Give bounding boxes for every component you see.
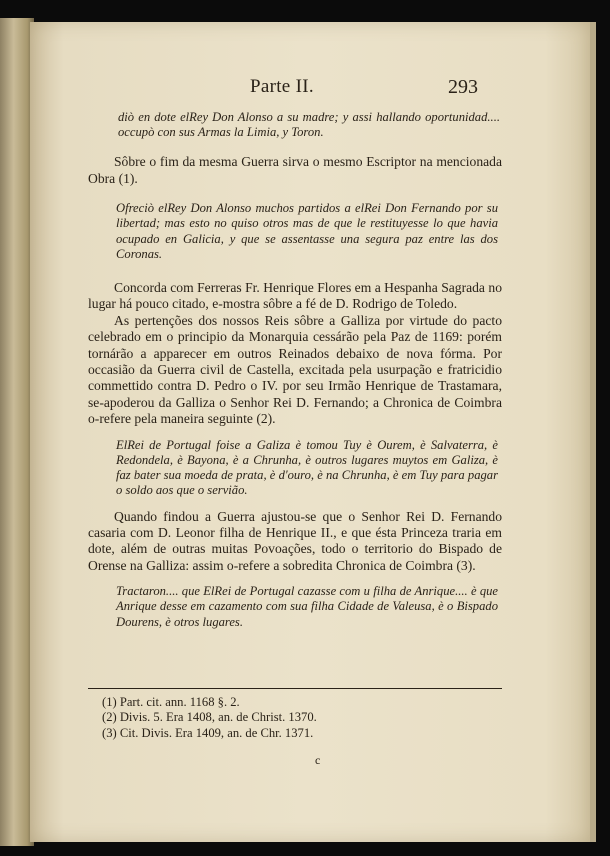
footnote-rule: [88, 688, 502, 689]
paragraph-3: As pertenções dos nossos Reis sôbre a Galliza por virtude do pacto celebrado em o principio da Monarquia cessárão pela Paz de 1169: porém tornárão a apparecer em outros Reinados debaixo de nova fórma. Por occasião da Guerra civil de Castella, excitada pela usurpação e fratricidio commettido contra D. Pedro o IV. por seu Irmão Henrique de Trastamara, se-apoderou da Galliza o Senhor Rei D. Fernando; a Chronica de Coimbra o-refere pela maneira seguinte (2).: [88, 312, 502, 427]
page-header: [0, 76, 610, 100]
paragraph-2: Concorda com Ferreras Fr. Henrique Flores em a Hespanha Sagrada no lugar há pouco citado, e-mostra sôbre a fé de D. Rodrigo de Toledo.: [88, 280, 502, 312]
quote-block-4: Tractaron.... que ElRei de Portugal cazasse com u filha de Anrique.... è que Anrique desse em cazamento com sua filha Cidade de Valeusa, è o Bispado Dourens, è otros lugares.: [116, 584, 498, 629]
page-edge-right: [590, 22, 596, 842]
footnotes: [88, 688, 502, 741]
paragraph-4: Quando findou a Guerra ajustou-se que o Senhor Rei D. Fernando casaria com D. Leonor filha de Henrique II., e que ésta Princeza traria em dote, além de outras muitas Povoações, todo o territorio do Bispado de Orense na Galliza: assim o-refere a sobredita Chronica de Coimbra (3).: [88, 508, 502, 573]
quote-block-3: ElRei de Portugal foise a Galiza è tomou Tuy è Ourem, è Salvaterra, è Redondela, è Bayona, è a Chrunha, è outros lugares muytos em Galiza, è faz bater sua moeda de prata, è d'ouro, è na Chrunha, è em Tuy para pagar o soldo aos que o servião.: [116, 437, 498, 498]
page-body: [88, 110, 502, 630]
running-head: Parte II.: [250, 76, 314, 97]
footnote-2: (2) Divis. 5. Era 1408, an. de Christ. 1370.: [102, 710, 317, 725]
page-number: 293: [448, 76, 478, 98]
paragraph-1: Sôbre o fim da mesma Guerra sirva o mesmo Escriptor na mencionada Obra (1).: [88, 154, 502, 186]
signature-mark: c: [315, 753, 321, 767]
facing-page-edge: [0, 18, 34, 846]
quote-block-1: diò en dote elRey Don Alonso a su madre; y assi hallando oportunidad.... occupò con sus Armas la Limia, y Toron.: [118, 110, 500, 140]
footnote-3: (3) Cit. Divis. Era 1409, an. de Chr. 1371.: [102, 725, 314, 740]
quote-block-2: Ofreciò elRey Don Alonso muchos partidos a elRei Don Fernando por su libertad; mas esto no quiso otros mas de que le restituyesse lo que havia ocupado en Galicia, y que se assentasse una segura paz entre las dos Coronas.: [116, 201, 498, 261]
footnote-1: (1) Part. cit. ann. 1168 §. 2.: [102, 695, 240, 709]
